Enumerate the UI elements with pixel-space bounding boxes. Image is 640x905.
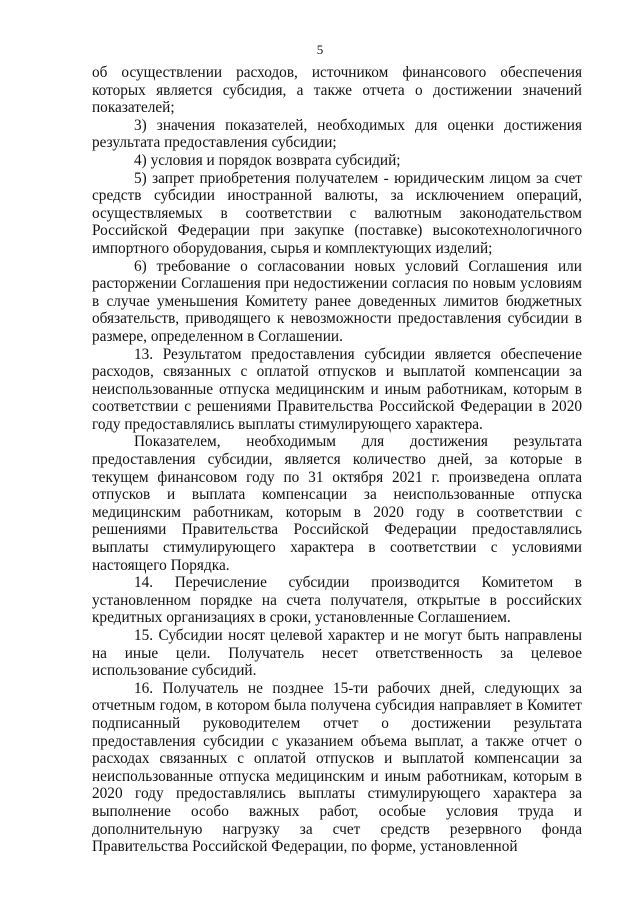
paragraph-13-result: 13. Результатом предоставления субсидии является обеспечение расходов, связанных с оплатой отпусков и выплатой компенсации за неиспользованные отпуска медицинским и иным работникам, которым в соответствии с решениями Правительства Российской Федерации в 2020 году предоставлялись выплаты стимулирующего характера.: [92, 345, 582, 433]
paragraph-indicator: Показателем, необходимым для достижения результата предоставления субсидии, является количество дней, за которые в текущем финансовом году по 31 октября 2021 г. произведена оплата отпусков и выплата компенсации за неиспользованные отпуска медицинским работникам, которым в 2020 году в соответствии с решениями Правительства Российской Федерации предоставлялись выплаты стимулирующего характера в соответствии с условиями настоящего Порядка.: [92, 433, 582, 574]
paragraph-15-purpose: 15. Субсидии носят целевой характер и не могут быть направлены на иные цели. Получатель несет ответственность за целевое использование субсидий.: [92, 627, 582, 680]
paragraph-item-5-currency-ban: 5) запрет приобретения получателем - юридическим лицом за счет средств субсидии иностранной валюты, за исключением операций, осуществляемых в соответствии с валютным законодательством Российской Федерации при закупке (поставке) высокотехнологичного импортного оборудования, сырья и комплектующих изделий;: [92, 169, 582, 257]
page-number: 5: [316, 42, 324, 57]
paragraph-item-3-indicators: 3) значения показателей, необходимых для оценки достижения результата предоставления субсидии;: [92, 116, 582, 152]
paragraph-16-report: 16. Получатель не позднее 15-ти рабочих дней, следующих за отчетным годом, в котором была получена субсидия направляет в Комитет подписанный руководителем отчет о достижении результата предоставления субсидии с указанием объема выплат, а также отчет о расходах связанных с оплатой отпусков и выплатой компенсации за неиспользованные отпуска медицинским и иным работникам, которым в 2020 году предоставлялись выплаты стимулирующего характера за выполнение особо важных работ, особые условия труда и дополнительную нагрузку за счет средств резервного фонда Правительства Российской Федерации, по форме, установленной: [92, 679, 582, 856]
document-body: [92, 64, 582, 856]
paragraph-item-6-agreement: 6) требование о согласовании новых условий Соглашения или расторжении Соглашения при недостижении согласия по новым условиям в случае уменьшения Комитету ранее доведенных лимитов бюджетных обязательств, приводящего к невозможности предоставления субсидии в размере, определенном в Соглашении.: [92, 257, 582, 345]
paragraph-expense-reporting: об осуществлении расходов, источником финансового обеспечения которых является субсидия, а также отчета о достижении значений показателей;: [92, 64, 582, 117]
paragraph-14-transfer: 14. Перечисление субсидии производится Комитетом в установленном порядке на счета получателя, открытые в российских кредитных организациях в сроки, установленные Соглашением.: [92, 574, 582, 627]
paragraph-item-4-return: 4) условия и порядок возврата субсидий;: [134, 151, 401, 169]
